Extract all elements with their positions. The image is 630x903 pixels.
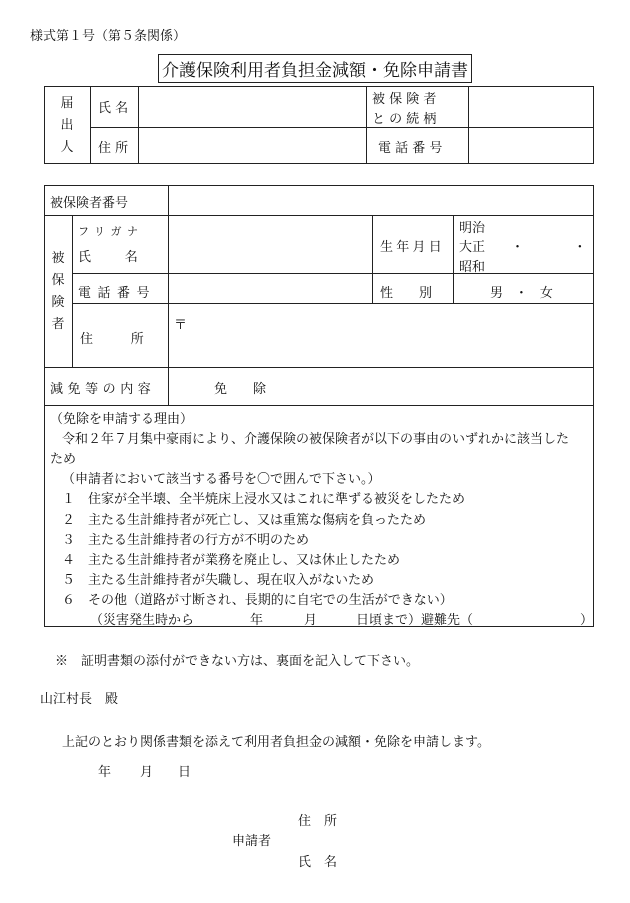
date-year-label: 年 [98,765,112,780]
sex-label: 性 別 [380,286,433,301]
reduction-value: 免 除 [214,382,267,397]
reason-instruction: （申請者において該当する番号を〇で囲んで下さい。） [62,472,381,487]
reason-item[interactable]: ４ 主たる生計維持者が業務を廃止し、又は休止したため [62,553,401,568]
birthdate-label: 生年月日 [380,240,446,255]
insured-number-label: 被保険者番号 [50,196,129,211]
insured-side-label: 被保険者 [51,251,65,332]
reason-item[interactable]: ６ その他（道路が寸断され、長期的に自宅での生活ができない） [62,593,453,608]
reason-item[interactable]: ５ 主たる生計維持者が失職し、現在収入がないため [62,573,375,588]
insured-name-label: 氏 名 [78,250,141,265]
disaster-start-label: （災害発生時から [90,613,195,628]
reason-intro-line1: 令和２年７月集中豪雨により、介護保険の被保険者が以下の事由のいずれかに該当した [62,432,570,447]
insured-address-field[interactable] [190,306,590,364]
reason-item[interactable]: １ 住家が全半壊、全半焼床上浸水又はこれに準ずる被災をしたため [62,492,466,507]
date-month-label: 月 [140,765,154,780]
applicant-phone-label: 電 話 番 号 [378,141,443,156]
postal-mark: 〒 [174,318,188,333]
date-day-label: 日 [178,765,192,780]
signature-applicant-label: 申請者 [232,834,272,849]
relation-label-line2: と の 続 柄 [372,112,437,127]
insured-address-label: 住 所 [80,332,148,347]
sex-options[interactable]: 男 ・ 女 [490,286,557,301]
addressee: 山江村長 殿 [40,692,119,707]
statement: 上記のとおり関係書類を添えて利用者負担金の減額・免除を申請します。 [62,735,490,750]
evacuation-label: 日頃まで）避難先（ [356,613,474,628]
insured-name-field[interactable] [172,218,368,270]
relation-label-line1: 被 保 険 者 [372,92,437,107]
disaster-month-label: 月 [304,613,318,628]
applicant-side-label: 届出人 [60,96,74,155]
signature-address-label: 住 所 [298,814,338,829]
page-title: 介護保険利用者負担金減額・免除申請書 [158,54,472,83]
applicant-phone-field[interactable] [472,130,590,162]
insured-phone-label: 電話番号 [78,286,157,301]
birthdate-dots: ・ ・ [511,240,595,255]
era-taisho[interactable]: 大正 [459,240,486,255]
form-number: 様式第１号（第５条関係） [30,29,187,44]
applicant-name-label: 氏 名 [98,101,129,116]
evacuation-close-paren: ） [580,613,594,628]
era-showa[interactable]: 昭和 [459,260,486,275]
reason-item[interactable]: ３ 主たる生計維持者の行方が不明のため [62,533,310,548]
reduction-label: 減免等の内容 [50,382,156,397]
era-meiji[interactable]: 明治 [459,221,486,236]
applicant-address-label: 住 所 [98,141,129,156]
signature-name-label: 氏 名 [298,855,338,870]
applicant-address-field[interactable] [142,130,362,162]
furigana-label: フリガナ [78,225,144,238]
reason-item[interactable]: ２ 主たる生計維持者が死亡し、又は重篤な傷病を負ったため [62,513,427,528]
attachment-note: ※ 証明書類の添付ができない方は、裏面を記入して下さい。 [55,654,420,669]
insured-phone-field[interactable] [172,276,368,301]
relation-field[interactable] [472,90,590,124]
applicant-name-field[interactable] [142,90,362,124]
reason-heading: （免除を申請する理由） [50,412,194,427]
insured-number-field[interactable] [172,188,590,212]
disaster-year-label: 年 [250,613,264,628]
reason-intro-line2: ため [50,452,77,467]
